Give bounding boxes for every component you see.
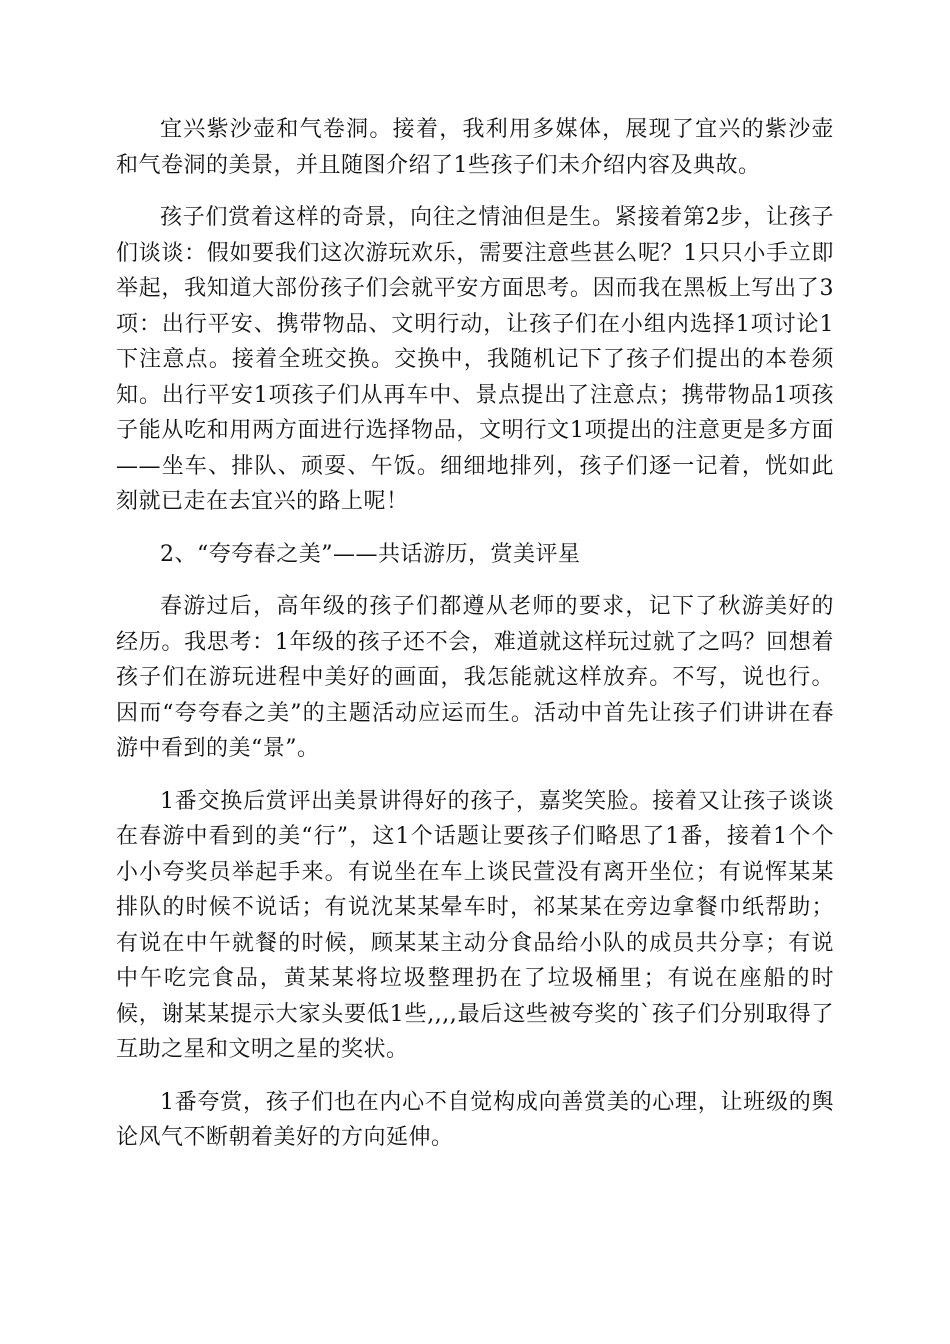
paragraph-4: 1番交换后赏评出美景讲得好的孩子，嘉奖笑脸。接着又让孩子谈谈在春游中看到的美“行”，这1个话题让要孩子们略思了1番，接着1个个小小夸奖员举起手来。有说坐在车上谈民萱没有离开坐位；有说恽某某排队的时候不说话；有说沈某某晕车时，祁某某在旁边拿餐巾纸帮助；有说在中午就餐的时候，顾某某主动分食品给小队的成员共分享；有说中午吃完食品，黄某某将垃圾整理扔在了垃圾桶里；有说在座船的时候，谢某某提示大家头要低1些,,,,最后这些被夸奖的`孩子们分别取得了互助之星和文明之星的奖状。 xyxy=(116,788,834,1062)
paragraph-3: 春游过后，高年级的孩子们都遵从老师的要求，记下了秋游美好的经历。我思考：1年级的孩子还不会，难道就这样玩过就了之吗？回想着孩子们在游玩进程中美好的画面，我怎能就这样放弃。不写，说也行。因而“夸夸春之美”的主题活动应运而生。活动中首先让孩子们讲讲在春游中看到的美“景”。 xyxy=(116,594,834,761)
paragraph-5: 1番夸赏，孩子们也在内心不自觉构成向善赏美的心理，让班级的舆论风气不断朝着美好的方向延伸。 xyxy=(116,1089,834,1150)
paragraph-1: 宜兴紫沙壶和气卷洞。接着，我利用多媒体，展现了宜兴的紫沙壶和气卷洞的美景，并且随图介绍了1些孩子们未介绍内容及典故。 xyxy=(116,117,834,178)
document-body xyxy=(116,112,834,1156)
section-heading: 2、“夸夸春之美”——共话游历，赏美评星 xyxy=(160,541,581,567)
paragraph-2: 孩子们赏着这样的奇景，向往之情油但是生。紧接着第2步，让孩子们谈谈：假如要我们这次游玩欢乐，需要注意些甚么呢？1只只小手立即举起，我知道大部份孩子们会就平安方面思考。因而我在黑板上写出了3项：出行平安、携带物品、文明行动，让孩子们在小组内选择1项讨论1下注意点。接着全班交换。交换中，我随机记下了孩子们提出的本卷须知。出行平安1项孩子们从再车中、景点提出了注意点；携带物品1项孩子能从吃和用两方面进行选择物品，文明行文1项提出的注意更是多方面——坐车、排队、顽耍、午饭。细细地排列，孩子们逐一记着，恍如此刻就已走在去宜兴的路上呢！ xyxy=(116,205,834,514)
